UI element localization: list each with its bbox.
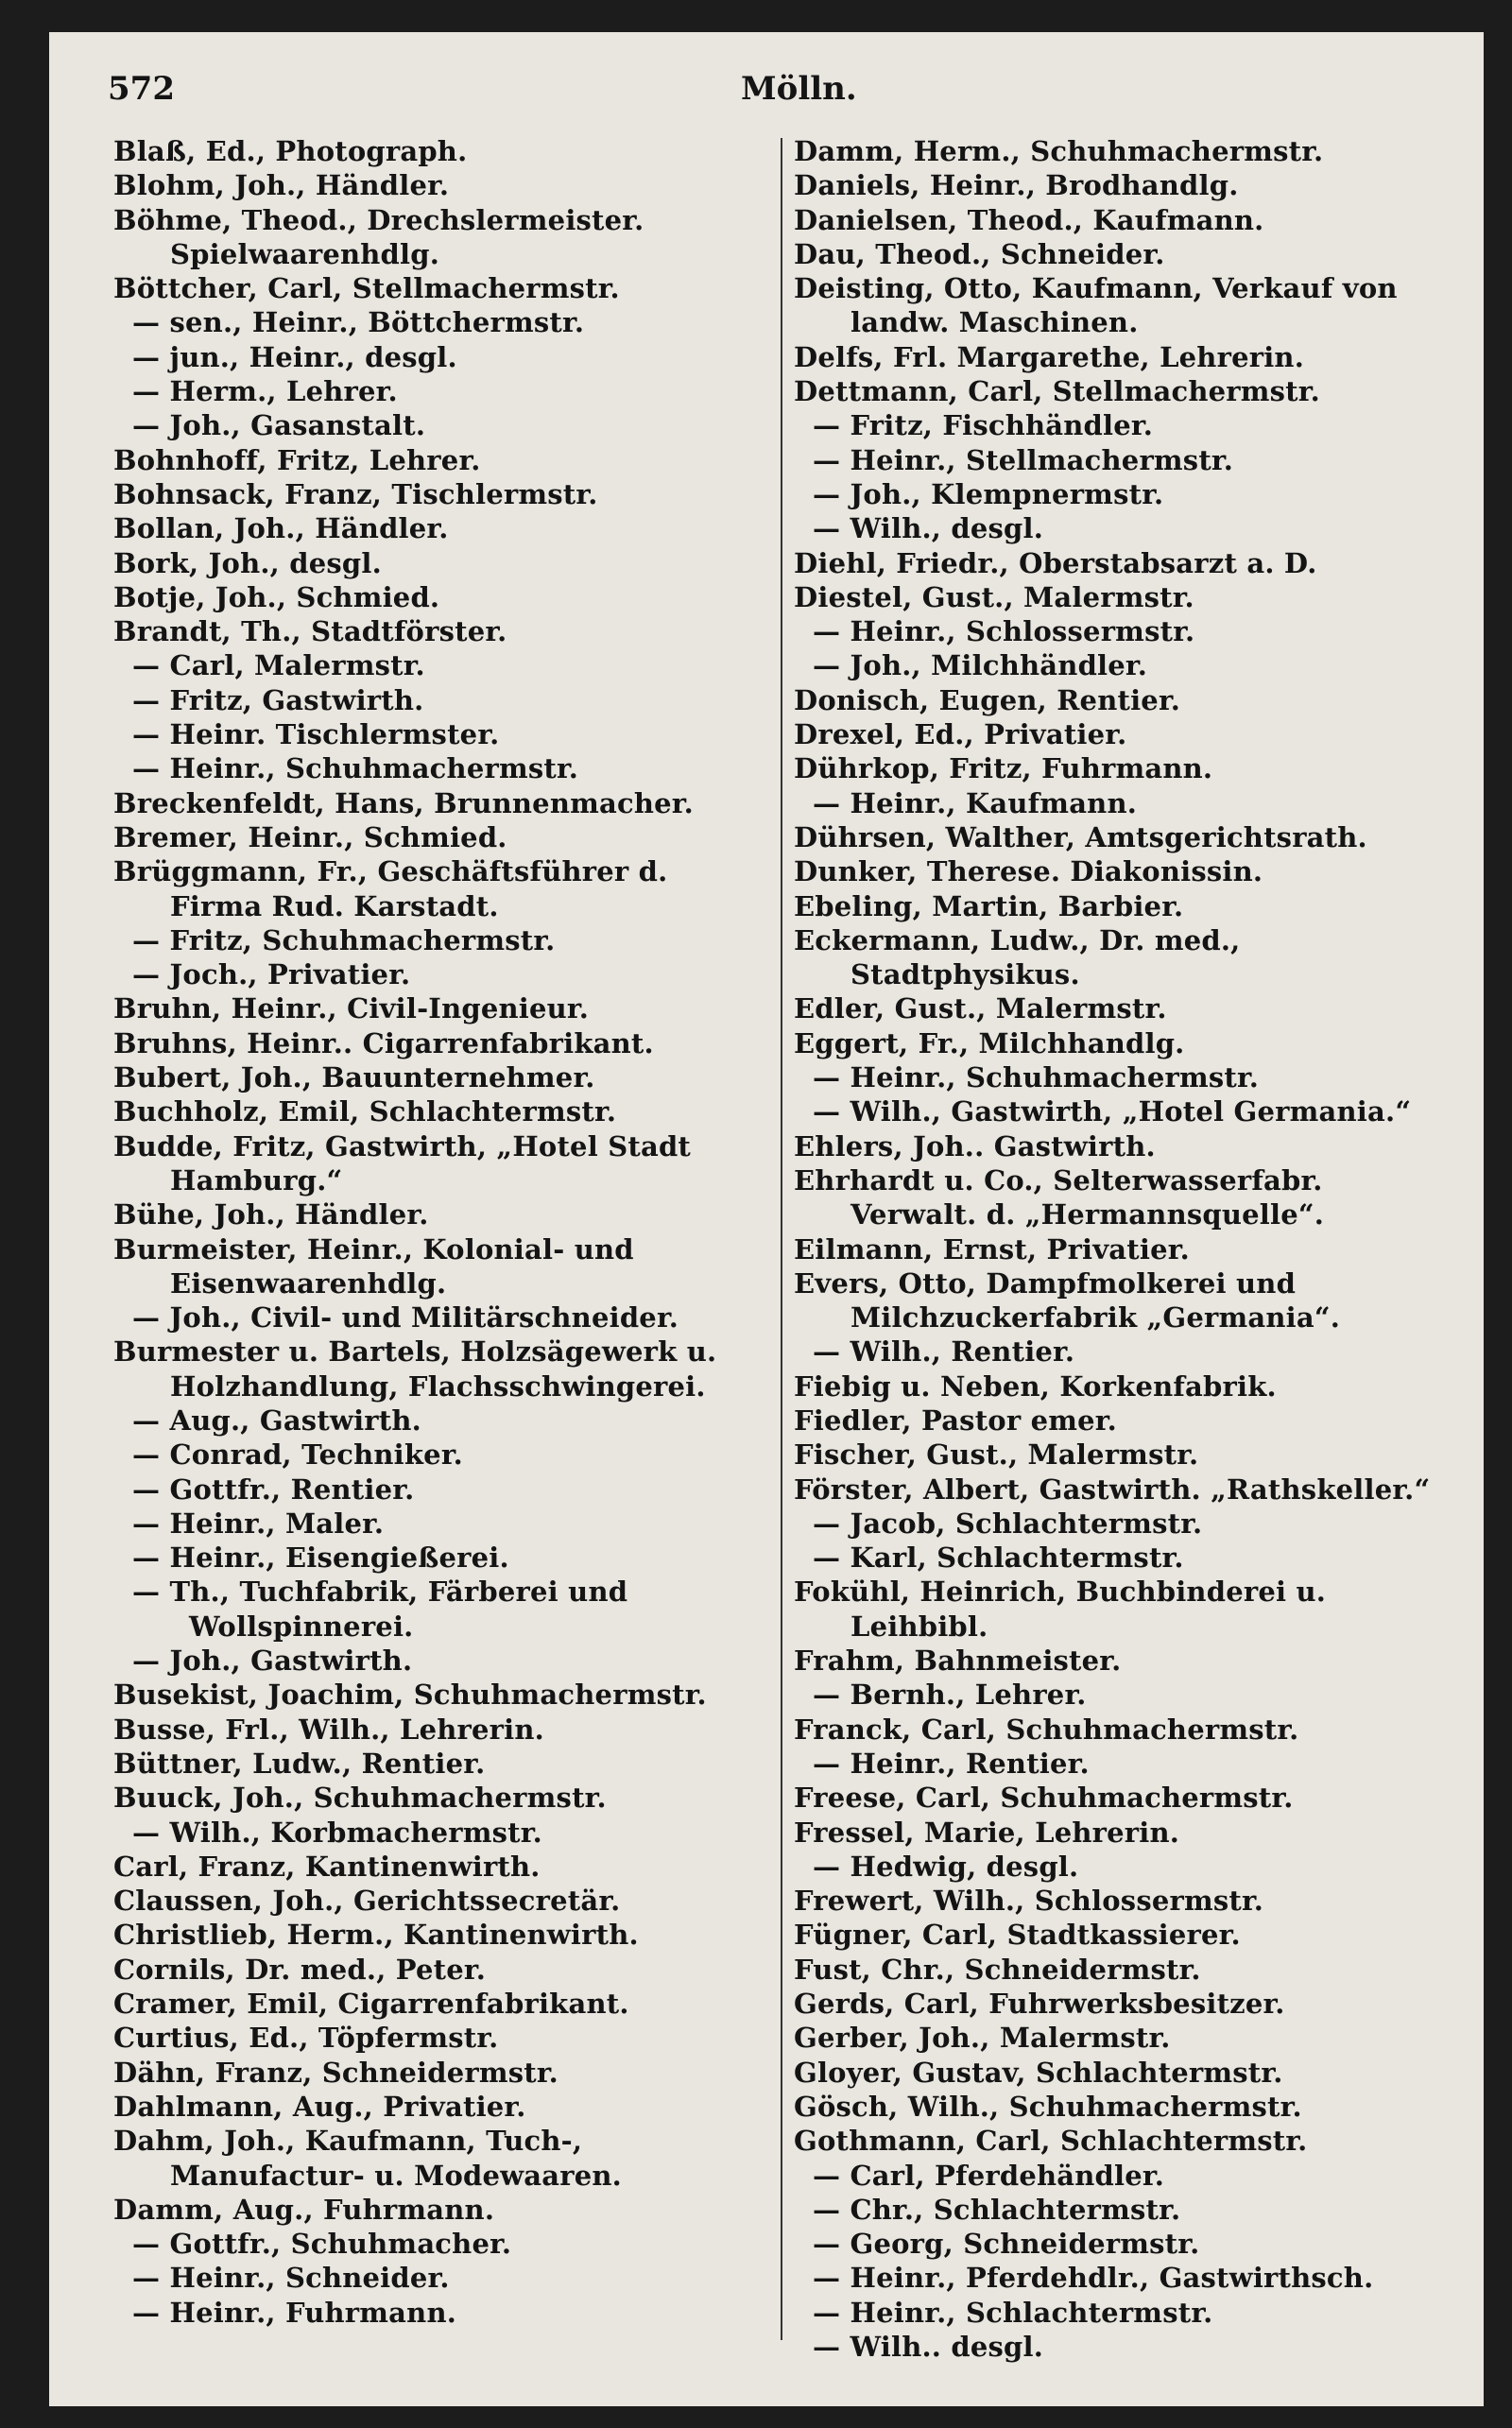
directory-entry: Buchholz, Emil, Schlachtermstr. <box>113 1095 617 1128</box>
directory-subentry: — Jacob, Schlachtermstr. <box>813 1507 1203 1540</box>
directory-entry: Bubert, Joh., Bauunternehmer. <box>113 1061 595 1094</box>
directory-subentry: — Conrad, Techniker. <box>132 1438 463 1472</box>
directory-entry: Fiebig u. Neben, Korkenfabrik. <box>794 1369 1277 1403</box>
directory-subentry: — Georg, Schneidermstr. <box>813 2228 1200 2261</box>
directory-subentry: — Wilh.. desgl. <box>813 2331 1044 2363</box>
directory-subentry: — Hedwig, desgl. <box>813 1850 1079 1883</box>
directory-entry: Dührsen, Walther, Amtsgerichtsrath. <box>794 820 1367 853</box>
directory-entry: Gösch, Wilh., Schuhmachermstr. <box>794 2090 1302 2123</box>
directory-subentry: — Chr., Schlachtermstr. <box>813 2193 1181 2226</box>
directory-subentry: — Heinr., Schlachtermstr. <box>813 2296 1213 2329</box>
directory-entry: Gothmann, Carl, Schlachtermstr. <box>794 2125 1308 2158</box>
directory-entry: Dettmann, Carl, Stellmachermstr. <box>794 375 1320 408</box>
directory-subentry: — jun., Heinr., desgl. <box>132 340 457 373</box>
directory-subentry: — Joh., Gastwirth. <box>132 1644 413 1678</box>
column-divider <box>781 138 782 2340</box>
directory-entry: Dau, Theod., Schneider. <box>794 237 1165 270</box>
directory-entry: Blohm, Joh., Händler. <box>113 169 450 202</box>
directory-entry: Evers, Otto, Dampfmolkerei und Milchzuckerfabrik „Germania“. <box>794 1266 1341 1335</box>
directory-entry: Dahlmann, Aug., Privatier. <box>113 2090 526 2123</box>
directory-page <box>49 32 1484 2406</box>
directory-subentry: — Bernh., Lehrer. <box>813 1679 1087 1712</box>
directory-entry: Franck, Carl, Schuhmachermstr. <box>794 1713 1299 1746</box>
directory-subentry: — Fritz, Schuhmachermstr. <box>132 923 556 956</box>
directory-subentry: — Joh., Civil- und Militärschneider. <box>132 1301 679 1335</box>
directory-subentry: — Joh., Klempnermstr. <box>813 477 1164 510</box>
directory-entry: Böttcher, Carl, Stellmachermstr. <box>113 272 620 305</box>
directory-entry: Dührkop, Fritz, Fuhrmann. <box>794 752 1213 785</box>
directory-entry: Diehl, Friedr., Oberstabsarzt a. D. <box>794 546 1317 579</box>
directory-entry: Ebeling, Martin, Barbier. <box>794 889 1184 922</box>
directory-entry: Gloyer, Gustav, Schlachtermstr. <box>794 2056 1283 2089</box>
directory-entry: Buuck, Joh., Schuhmachermstr. <box>113 1782 607 1815</box>
directory-entry: Bremer, Heinr., Schmied. <box>113 820 507 853</box>
directory-entry: Eckermann, Ludw., Dr. med., Stadtphysikus. <box>794 923 1241 991</box>
directory-entry: Freese, Carl, Schuhmachermstr. <box>794 1782 1294 1815</box>
directory-subentry: — Joch., Privatier. <box>132 958 411 991</box>
directory-entry: Gerber, Joh., Malermstr. <box>794 2022 1171 2055</box>
directory-entry: Christlieb, Herm., Kantinenwirth. <box>113 1919 639 1952</box>
directory-entry: Dahm, Joh., Kaufmann, Tuch-, Manufactur- u. Modewaaren. <box>113 2125 622 2192</box>
directory-subentry: — Herm., Lehrer. <box>132 375 398 408</box>
directory-entry: Delfs, Frl. Margarethe, Lehrerin. <box>794 340 1304 373</box>
directory-entry: Bollan, Joh., Händler. <box>113 512 449 545</box>
directory-subentry: — Wilh., Korbmachermstr. <box>132 1816 542 1849</box>
directory-entry: Busekist, Joachim, Schuhmachermstr. <box>113 1679 707 1712</box>
directory-subentry: — Fritz, Gastwirth. <box>132 683 424 716</box>
directory-entry: Cramer, Emil, Cigarrenfabrikant. <box>113 1988 629 2021</box>
town-heading: Mölln. <box>741 70 857 108</box>
directory-entry: Diestel, Gust., Malermstr. <box>794 580 1194 613</box>
directory-entry: Claussen, Joh., Gerichtssecretär. <box>113 1885 621 1918</box>
directory-subentry: — Joh., Gasanstalt. <box>132 409 426 442</box>
directory-entry: Fügner, Carl, Stadtkassierer. <box>794 1919 1241 1952</box>
directory-entry: Burmeister, Heinr., Kolonial- und Eisenwaarenhdlg. <box>113 1232 634 1300</box>
directory-subentry: — Heinr., Pferdehdlr., Gastwirthsch. <box>813 2262 1374 2295</box>
directory-entry: Ehlers, Joh.. Gastwirth. <box>794 1129 1156 1162</box>
directory-entry: Fokühl, Heinrich, Buchbinderei u. Leihbibl. <box>794 1576 1327 1643</box>
directory-entry: Gerds, Carl, Fuhrwerksbesitzer. <box>794 1988 1285 2021</box>
directory-subentry: — Heinr. Tischlermster. <box>132 718 500 751</box>
directory-entry: Botje, Joh., Schmied. <box>113 580 440 613</box>
directory-subentry: — Carl, Pferdehändler. <box>813 2159 1165 2192</box>
directory-subentry: — Heinr., Schlossermstr. <box>813 615 1195 648</box>
directory-entry: Fischer, Gust., Malermstr. <box>794 1438 1199 1472</box>
directory-entry: Böhme, Theod., Drechslermeister. Spielwaarenhdlg. <box>113 203 644 270</box>
directory-entry: Brandt, Th., Stadtförster. <box>113 615 507 648</box>
left-column <box>113 134 767 2330</box>
directory-entry: Drexel, Ed., Privatier. <box>794 718 1127 751</box>
directory-entry: Büttner, Ludw., Rentier. <box>113 1747 486 1780</box>
directory-entry: Danielsen, Theod., Kaufmann. <box>794 203 1264 236</box>
directory-entry: Bruhn, Heinr., Civil-Ingenieur. <box>113 992 590 1025</box>
directory-subentry: — Carl, Malermstr. <box>132 649 425 682</box>
directory-subentry: — Heinr., Stellmachermstr. <box>813 443 1234 476</box>
directory-entry: Förster, Albert, Gastwirth. „Rathskeller.“ <box>794 1472 1431 1506</box>
directory-entry: Blaß, Ed., Photograph. <box>113 135 468 167</box>
directory-entry: Fiedler, Pastor emer. <box>794 1403 1117 1437</box>
directory-subentry: — Heinr., Kaufmann. <box>813 786 1138 819</box>
directory-entry: Fust, Chr., Schneidermstr. <box>794 1953 1201 1986</box>
directory-subentry: — Heinr., Schneider. <box>132 2262 450 2295</box>
directory-entry: Bohnhoff, Fritz, Lehrer. <box>113 443 481 476</box>
directory-subentry: — Gottfr., Schuhmacher. <box>132 2228 512 2261</box>
directory-subentry: — Aug., Gastwirth. <box>132 1403 421 1437</box>
directory-entry: Fressel, Marie, Lehrerin. <box>794 1816 1180 1849</box>
directory-subentry: — Karl, Schlachtermstr. <box>813 1541 1184 1575</box>
directory-subentry: — Gottfr., Rentier. <box>132 1472 415 1506</box>
directory-subentry: — Heinr., Maler. <box>132 1507 385 1540</box>
directory-entry: Breckenfeldt, Hans, Brunnenmacher. <box>113 786 694 819</box>
directory-subentry: — Heinr., Rentier. <box>813 1747 1090 1780</box>
directory-entry: Eilmann, Ernst, Privatier. <box>794 1232 1190 1266</box>
directory-subentry: — Fritz, Fischhändler. <box>813 409 1154 442</box>
directory-subentry: — Th., Tuchfabrik, Färberei und Wollspinnerei. <box>132 1576 628 1643</box>
right-column <box>794 134 1455 2364</box>
directory-entry: Bühe, Joh., Händler. <box>113 1198 429 1231</box>
page-header <box>108 60 1421 127</box>
directory-entry: Edler, Gust., Malermstr. <box>794 992 1167 1025</box>
directory-subentry: — Wilh., desgl. <box>813 512 1044 545</box>
directory-subentry: — Heinr., Schuhmachermstr. <box>813 1061 1260 1094</box>
directory-entry: Daniels, Heinr., Brodhandlg. <box>794 169 1239 202</box>
directory-entry: Eggert, Fr., Milchhandlg. <box>794 1026 1185 1059</box>
page-number: 572 <box>108 70 175 108</box>
directory-entry: Bohnsack, Franz, Tischlermstr. <box>113 477 598 510</box>
directory-entry: Cornils, Dr. med., Peter. <box>113 1953 487 1986</box>
directory-entry: Burmester u. Bartels, Holzsägewerk u. Holzhandlung, Flachsschwingerei. <box>113 1335 717 1403</box>
directory-entry: Curtius, Ed., Töpfermstr. <box>113 2022 499 2055</box>
directory-entry: Frewert, Wilh., Schlossermstr. <box>794 1885 1264 1918</box>
directory-entry: Brüggmann, Fr., Geschäftsführer d. Firma Rud. Karstadt. <box>113 855 668 922</box>
directory-subentry: — Joh., Milchhändler. <box>813 649 1148 682</box>
directory-entry: Busse, Frl., Wilh., Lehrerin. <box>113 1713 544 1746</box>
directory-subentry: — Heinr., Fuhrmann. <box>132 2296 457 2329</box>
directory-entry: Dähn, Franz, Schneidermstr. <box>113 2056 558 2089</box>
directory-entry: Bork, Joh., desgl. <box>113 546 382 579</box>
directory-subentry: — Wilh., Rentier. <box>813 1335 1075 1369</box>
directory-entry: Carl, Franz, Kantinenwirth. <box>113 1850 541 1883</box>
directory-entry: Ehrhardt u. Co., Selterwasserfabr. Verwalt. d. „Hermannsquelle“. <box>794 1163 1325 1231</box>
directory-subentry: — Wilh., Gastwirth, „Hotel Germania.“ <box>813 1095 1412 1128</box>
directory-entry: Deisting, Otto, Kaufmann, Verkauf von landw. Maschinen. <box>794 272 1398 339</box>
directory-entry: Dunker, Therese. Diakonissin. <box>794 855 1263 888</box>
directory-entry: Frahm, Bahnmeister. <box>794 1644 1122 1678</box>
directory-subentry: — sen., Heinr., Böttchermstr. <box>132 306 585 339</box>
directory-entry: Donisch, Eugen, Rentier. <box>794 683 1181 716</box>
directory-entry: Bruhns, Heinr.. Cigarrenfabrikant. <box>113 1026 654 1059</box>
directory-entry: Damm, Herm., Schuhmachermstr. <box>794 135 1324 167</box>
directory-entry: Damm, Aug., Fuhrmann. <box>113 2193 495 2226</box>
directory-entry: Budde, Fritz, Gastwirth, „Hotel Stadt Hamburg.“ <box>113 1129 692 1197</box>
directory-subentry: — Heinr., Schuhmachermstr. <box>132 752 579 785</box>
directory-subentry: — Heinr., Eisengießerei. <box>132 1541 509 1575</box>
